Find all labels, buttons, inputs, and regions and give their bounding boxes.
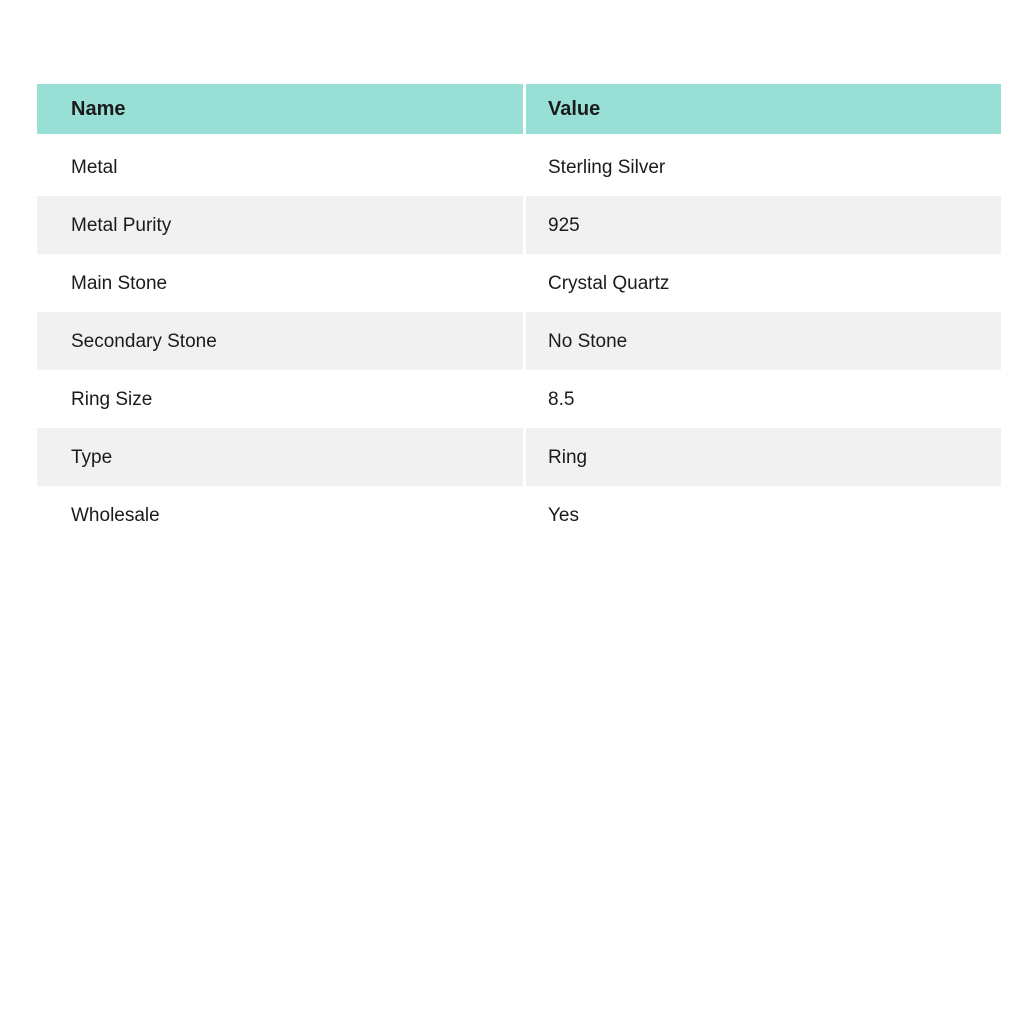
table-row <box>37 196 1001 254</box>
header-cell-name: Name <box>37 84 523 134</box>
attribute-name-cell: Wholesale <box>37 486 523 544</box>
attribute-name-cell: Type <box>37 428 523 486</box>
attribute-name-cell: Metal <box>37 138 523 196</box>
attribute-name-cell: Metal Purity <box>37 196 523 254</box>
attribute-value-cell: 8.5 <box>526 370 1001 428</box>
table-row <box>37 312 1001 370</box>
attribute-value-cell: Sterling Silver <box>526 138 1001 196</box>
product-attributes-table <box>37 84 1001 544</box>
attribute-value-cell: 925 <box>526 196 1001 254</box>
attribute-value-cell: Yes <box>526 486 1001 544</box>
attribute-name-cell: Ring Size <box>37 370 523 428</box>
header-cell-value: Value <box>526 84 1001 134</box>
attribute-value-cell: Crystal Quartz <box>526 254 1001 312</box>
table-row <box>37 428 1001 486</box>
attribute-value-cell: No Stone <box>526 312 1001 370</box>
table-row <box>37 370 1001 428</box>
table-body <box>37 138 1001 544</box>
table-header-row <box>37 84 1001 134</box>
table-row <box>37 486 1001 544</box>
table-row <box>37 254 1001 312</box>
attribute-name-cell: Main Stone <box>37 254 523 312</box>
attribute-name-cell: Secondary Stone <box>37 312 523 370</box>
table-row <box>37 138 1001 196</box>
attribute-value-cell: Ring <box>526 428 1001 486</box>
